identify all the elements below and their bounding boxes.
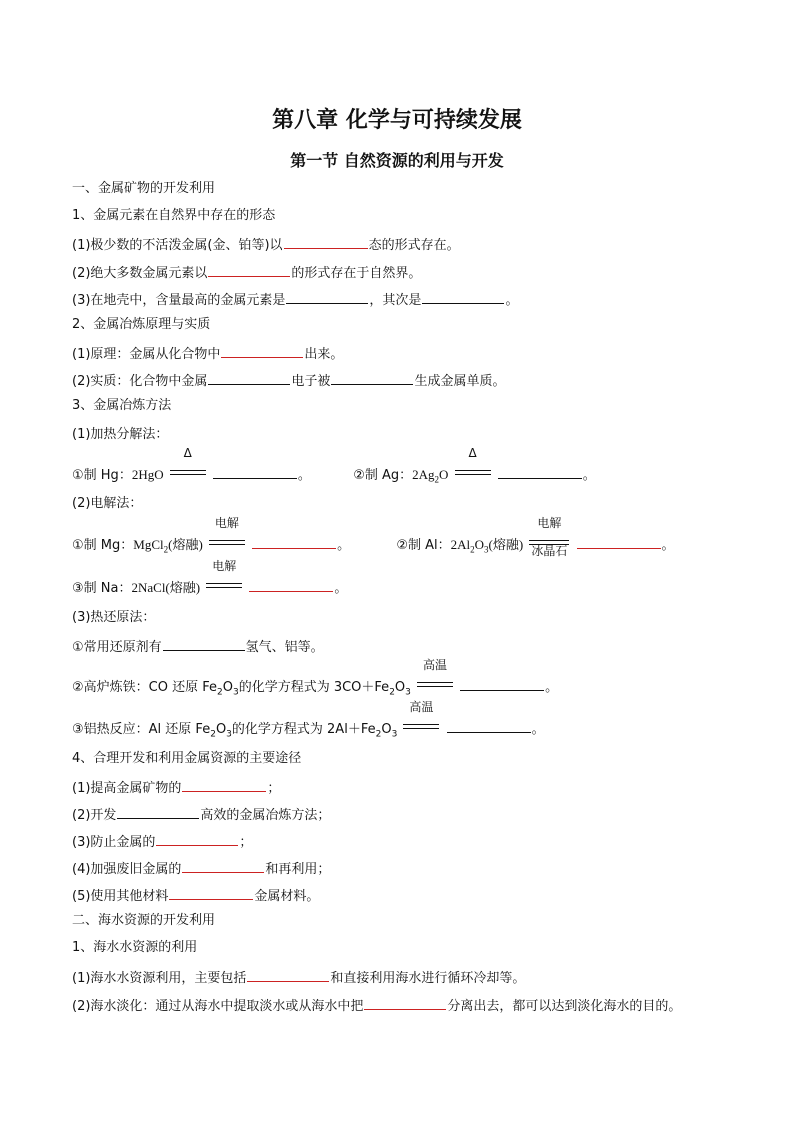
text: 金属材料。 — [254, 889, 320, 904]
line-hg-ag — [72, 446, 596, 489]
text: 。 — [334, 581, 348, 596]
answer-blank[interactable] — [247, 967, 329, 982]
reaction-condition — [529, 516, 569, 558]
condition-cryolite: 冰晶石 — [531, 544, 568, 558]
heading-smelting-principle: 2、金属冶炼原理与实质 — [72, 317, 211, 332]
condition-electrolysis: 电解 — [214, 516, 239, 530]
text: O — [215, 722, 227, 737]
text: (1)极少数的不活泼金属(金、铂等)以 — [72, 238, 283, 253]
text: (3)防止金属的 — [72, 835, 156, 850]
condition-high-temp: 高温 — [423, 658, 448, 672]
text: 和再利用； — [265, 862, 331, 877]
formula — [450, 537, 524, 555]
text: 和直接利用海水进行循环冷却等。 — [330, 971, 526, 986]
double-bar — [209, 540, 245, 545]
subscript: 3 — [405, 687, 411, 698]
section-title: 第一节 自然资源的利用与开发 — [290, 151, 504, 170]
text: ③铝热反应：Al 还原 Fe — [72, 722, 211, 737]
answer-blank[interactable] — [182, 777, 266, 792]
delta-symbol: Δ — [183, 446, 192, 460]
text: ①制 Mg： — [72, 538, 134, 553]
formula — [133, 537, 203, 555]
answer-blank[interactable] — [331, 370, 413, 385]
reaction-condition — [455, 446, 491, 479]
heading-existence-forms: 1、金属元素在自然界中存在的形态 — [72, 208, 276, 223]
answer-blank[interactable] — [208, 370, 290, 385]
formula-part: O — [439, 467, 449, 482]
subscript: 2 — [389, 687, 395, 698]
heading-seawater-use: 1、海水水资源的利用 — [72, 940, 198, 955]
answer-blank[interactable] — [221, 343, 303, 358]
reaction-condition — [170, 446, 206, 479]
answer-blank[interactable] — [252, 534, 336, 549]
text: 。 — [297, 468, 311, 483]
text: 。 — [582, 468, 596, 483]
answer-blank[interactable] — [213, 464, 297, 479]
text: ③制 Na： — [72, 581, 132, 596]
answer-blank[interactable] — [460, 676, 544, 691]
line-principle — [72, 343, 343, 364]
heading-resource-use: 4、合理开发和利用金属资源的主要途径 — [72, 751, 302, 766]
line-most-metals — [72, 262, 421, 283]
formula-part: 2Al — [450, 537, 471, 552]
formula-part: MgCl — [133, 537, 164, 552]
answer-blank[interactable] — [498, 464, 582, 479]
text: ①常用还原剂有 — [72, 640, 162, 655]
text: 。 — [545, 680, 559, 695]
answer-blank[interactable] — [364, 995, 446, 1010]
text: 的化学方程式为 3CO＋Fe — [238, 680, 390, 695]
answer-blank[interactable] — [163, 636, 245, 651]
subscript: 3 — [232, 687, 239, 698]
text: 。 — [337, 538, 351, 553]
line-thermite — [72, 700, 545, 744]
formula-part: (熔融) — [488, 537, 524, 552]
method-electrolysis: (2)电解法： — [72, 496, 143, 511]
formula: 2HgO — [131, 467, 164, 482]
subscript: 2 — [210, 729, 216, 740]
answer-blank[interactable] — [182, 858, 264, 873]
text: 电子被 — [291, 374, 331, 389]
line-seawater-1 — [72, 967, 525, 988]
text: 的化学方程式为 2Al＋Fe — [231, 722, 376, 737]
answer-blank[interactable] — [284, 234, 368, 249]
line-seawater-2 — [72, 995, 681, 1016]
text: (2)实质：化合物中金属 — [72, 374, 208, 389]
subscript: 2 — [434, 474, 440, 485]
text: (1)原理：金属从化合物中 — [72, 347, 221, 362]
method-thermal-decomposition: (1)加热分解法： — [72, 427, 169, 442]
text: ①制 Hg： — [72, 468, 132, 483]
subscript: 2 — [470, 544, 475, 555]
line-reducing-agents — [72, 636, 324, 657]
text: ，其次是 — [369, 293, 422, 308]
text: ； — [239, 835, 253, 850]
formula-part: (熔融) — [168, 537, 203, 552]
line-mg-al — [72, 516, 675, 559]
line-inactive-metals — [72, 234, 460, 255]
double-bar — [417, 682, 453, 687]
text: (1)提高金属矿物的 — [72, 781, 182, 796]
text: 分离出去，都可以达到淡化海水的目的。 — [447, 999, 682, 1014]
heading-smelting-methods: 3、金属冶炼方法 — [72, 398, 172, 413]
method-thermal-reduction: (3)热还原法： — [72, 610, 156, 625]
text: 的形式存在于自然界。 — [291, 266, 422, 281]
line-essence — [72, 370, 505, 391]
text: 。 — [661, 538, 675, 553]
text: (2)开发 — [72, 808, 117, 823]
text: ②制 Al： — [396, 538, 451, 553]
text: ； — [267, 781, 281, 796]
text: (1)海水水资源利用，主要包括 — [72, 971, 247, 986]
formula: 2NaCl(熔融) — [131, 580, 201, 595]
formula — [412, 467, 449, 485]
subscript: 2 — [163, 544, 169, 555]
answer-blank[interactable] — [156, 831, 238, 846]
condition-electrolysis: 电解 — [537, 516, 562, 530]
text: ②制 Ag： — [353, 468, 413, 483]
reaction-condition — [206, 559, 242, 592]
subscript: 3 — [226, 729, 232, 740]
text: (3)在地壳中，含量最高的金属元素是 — [72, 293, 286, 308]
answer-blank[interactable] — [577, 534, 661, 549]
line-path-3 — [72, 831, 252, 852]
reaction-condition — [417, 658, 453, 691]
text: O — [394, 680, 406, 695]
text: (2)绝大多数金属元素以 — [72, 266, 208, 281]
condition-electrolysis: 电解 — [212, 559, 237, 573]
text: O — [381, 722, 392, 737]
delta-symbol: Δ — [468, 446, 477, 460]
double-bar — [170, 470, 206, 475]
text: ②高炉炼铁：CO 还原 Fe — [72, 680, 217, 695]
reaction-condition — [209, 516, 245, 549]
text: 。 — [531, 722, 545, 737]
answer-blank[interactable] — [286, 289, 368, 304]
line-path-1 — [72, 777, 280, 798]
condition-high-temp: 高温 — [409, 700, 434, 714]
subscript: 3 — [484, 544, 489, 555]
line-na — [72, 559, 348, 598]
text: 高效的金属冶炼方法； — [200, 808, 331, 823]
text: 出来。 — [304, 347, 344, 362]
text: O — [222, 680, 233, 695]
line-crust-metal — [72, 289, 518, 310]
heading-metal-minerals: 一、金属矿物的开发利用 — [72, 181, 216, 196]
subscript: 3 — [391, 729, 398, 740]
subscript: 2 — [375, 729, 382, 740]
answer-blank[interactable] — [208, 262, 290, 277]
formula-part: O — [474, 537, 485, 552]
reaction-condition — [403, 700, 439, 733]
line-path-5 — [72, 885, 319, 906]
heading-seawater: 二、海水资源的开发利用 — [72, 913, 216, 928]
answer-blank[interactable] — [117, 804, 199, 819]
text: (5)使用其他材料 — [72, 889, 169, 904]
line-blast-furnace — [72, 658, 559, 702]
double-bar — [403, 724, 439, 729]
answer-blank[interactable] — [447, 718, 531, 733]
line-path-4 — [72, 858, 330, 879]
formula-part: 2Ag — [412, 467, 435, 482]
answer-blank[interactable] — [249, 577, 333, 592]
text: 态的形式存在。 — [368, 238, 460, 253]
text: (4)加强废旧金属的 — [72, 862, 182, 877]
line-path-2 — [72, 804, 330, 825]
text: 氢气、铝等。 — [245, 640, 324, 655]
text: (2)海水淡化：通过从海水中提取淡水或从海水中把 — [72, 999, 364, 1014]
subscript: 2 — [217, 687, 223, 698]
double-bar — [206, 583, 242, 588]
chapter-title: 第八章 化学与可持续发展 — [272, 108, 522, 133]
answer-blank[interactable] — [422, 289, 504, 304]
double-bar — [455, 470, 491, 475]
answer-blank[interactable] — [169, 885, 253, 900]
text: 。 — [505, 293, 519, 308]
text: 生成金属单质。 — [414, 374, 506, 389]
